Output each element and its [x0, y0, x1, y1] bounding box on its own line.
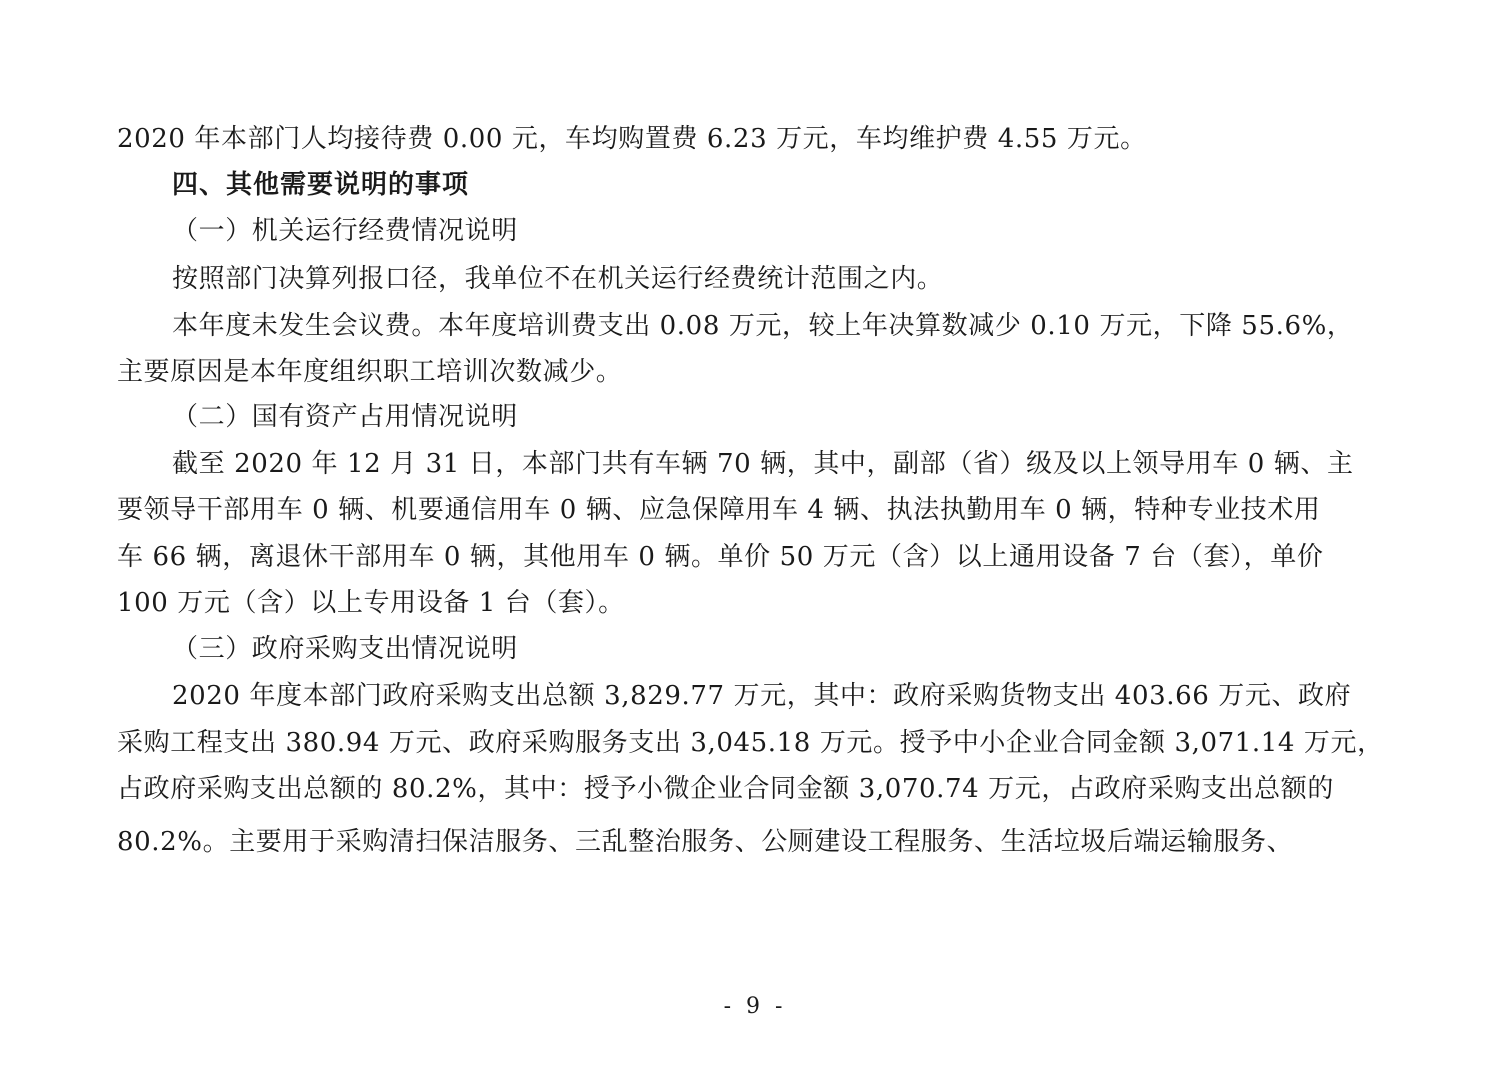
section-heading-other-matters: 四、其他需要说明的事项: [172, 170, 470, 200]
paragraph-line-procurement-1: 2020 年度本部门政府采购支出总额 3,829.77 万元，其中：政府采购货物支出 403.66 万元、政府: [172, 681, 1352, 711]
paragraph-line-vehicles-1: 截至 2020 年 12 月 31 日，本部门共有车辆 70 辆，其中，副部（省）级及以上领导用车 0 辆、主: [172, 449, 1354, 479]
paragraph-line-vehicles-2: 要领导干部用车 0 辆、机要通信用车 0 辆、应急保障用车 4 辆、执法执勤用车 0 辆，特种专业技术用: [117, 495, 1321, 525]
paragraph-line-procurement-2: 采购工程支出 380.94 万元、政府采购服务支出 3,045.18 万元。授予中小企业合同金额 3,071.14 万元，: [117, 728, 1384, 758]
paragraph-line-training-reason: 主要原因是本年度组织职工培训次数减少。: [117, 357, 623, 387]
paragraph-line-training-fees: 本年度未发生会议费。本年度培训费支出 0.08 万元，较上年决算数减少 0.10 万元，下降 55.6%，: [172, 311, 1354, 341]
paragraph-line-per-capita-costs: 2020 年本部门人均接待费 0.00 元，车均购置费 6.23 万元，车均维护费 4.55 万元。: [117, 124, 1147, 154]
subheading-state-assets: （二）国有资产占用情况说明: [172, 402, 518, 432]
paragraph-line-procurement-4: 80.2%。主要用于采购清扫保洁服务、三乱整治服务、公厕建设工程服务、生活垃圾后端运输服务、: [117, 827, 1294, 857]
subheading-procurement: （三）政府采购支出情况说明: [172, 634, 518, 664]
paragraph-line-operating-scope: 按照部门决算列报口径，我单位不在机关运行经费统计范围之内。: [172, 264, 944, 294]
paragraph-line-procurement-3: 占政府采购支出总额的 80.2%，其中：授予小微企业合同金额 3,070.74 万元，占政府采购支出总额的: [117, 774, 1334, 804]
subheading-operating-expenses: （一）机关运行经费情况说明: [172, 216, 518, 246]
paragraph-line-equipment: 100 万元（含）以上专用设备 1 台（套）。: [117, 588, 625, 618]
paragraph-line-vehicles-3: 车 66 辆，离退休干部用车 0 辆，其他用车 0 辆。单价 50 万元（含）以上通用设备 7 台（套），单价: [117, 542, 1324, 572]
page-number: - 9 -: [723, 994, 787, 1019]
